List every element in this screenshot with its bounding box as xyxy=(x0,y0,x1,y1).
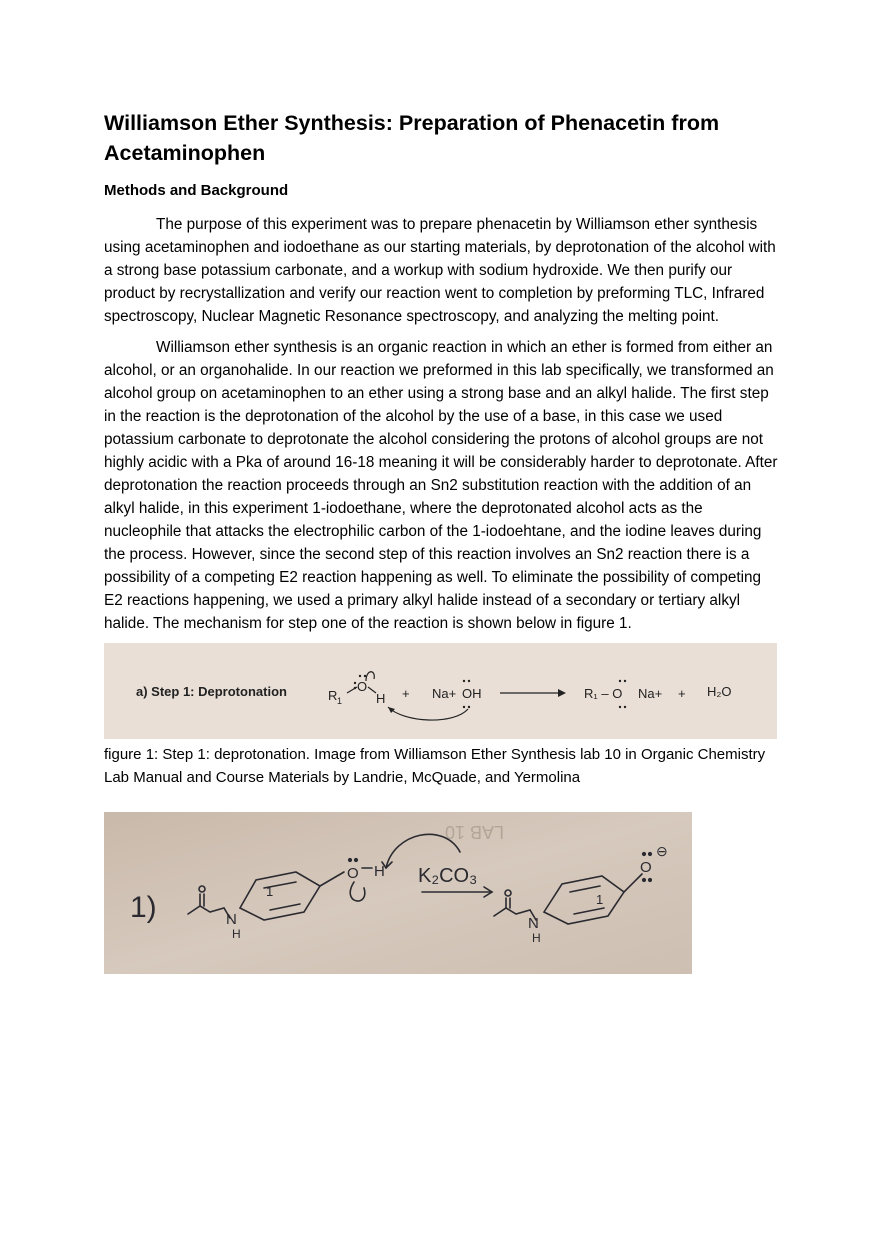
figure-1-hydroxide: OH xyxy=(462,686,482,701)
figure-2-negative-charge: ⊖ xyxy=(656,843,668,859)
figure-2-ring-label-right: 1 xyxy=(596,892,604,907)
figure-1-r1-sub: 1 xyxy=(337,696,343,706)
figure-1-r1: R xyxy=(328,688,338,703)
figure-2-ring-label-left: 1 xyxy=(266,884,274,899)
figure-2-oxygen-left: O xyxy=(347,865,359,882)
figure-2-oxygen-right: O xyxy=(640,859,652,876)
figure-2-bleed-through-text: LAB 10 xyxy=(444,822,504,842)
document-title: Williamson Ether Synthesis: Preparation of Phenacetin from Acetaminophen xyxy=(104,111,720,165)
figure-2-nitrogen-left: N xyxy=(226,911,237,928)
paragraph-background: Williamson ether synthesis is an organic reaction in which an ether is formed from either an alcohol, or an organohalide. In our reaction we preformed in this lab specifically, we transformed an alcohol group on acetaminophen to an ether using a strong base and an alkyl halide. The first step in the reaction is the deprotonation of the alcohol by the use of a base, in this case we used potassium carbonate to deprotonate the alcohol considering the protons of alcohol groups are not highly acidic with a Pka of around 16-18 meaning it will be considerably harder to deprotonate. After deprotonation the reaction proceeds through an Sn2 substitution reaction with the addition of an alkyl halide, in this experiment 1-iodoethane, where the deprotonated alcohol acts as the nucleophile that attacks the electrophilic carbon of the 1-iodoehtane, and the iodine leaves during the process. However, since the second step of this reaction involves an Sn2 reaction there is a possibility of a competing E2 reaction happening as well. To eliminate the possibility of competing E2 reactions happening, we used a primary alkyl halide instead of a secondary or tertiary alkyl halide. The mechanism for step one of the reaction is shown below in figure 1. xyxy=(104,339,778,632)
figure-2-nh-hydrogen-left: H xyxy=(232,927,241,941)
figure-1-hydrogen: H xyxy=(376,691,386,706)
figure-2-hydrogen: H xyxy=(374,863,385,880)
figure-2-nitrogen-right: N xyxy=(528,915,539,932)
figure-2-step-number: 1) xyxy=(130,891,157,924)
figure-1-sodium: Na+ xyxy=(432,686,457,701)
figure-2-nh-hydrogen-right: H xyxy=(532,931,541,945)
figure-1-step-label: a) Step 1: Deprotonation xyxy=(136,684,287,699)
figure-1-product-sodium: Na+ xyxy=(638,686,663,701)
paragraph-purpose: The purpose of this experiment was to prepare phenacetin by Williamson ether synthesis using acetaminophen and iodoethane as our starting materials, by deprotonation of the alcohol with a strong base potassium carbonate, and a workup with sodium hydroxide. We then purify our product by recrystallization and verify our reaction went to completion by preforming TLC, Infrared spectroscopy, Nuclear Magnetic Resonance spectroscopy, and analyzing the melting point. xyxy=(104,216,776,325)
document-content xyxy=(104,108,780,974)
figure-1-oxygen: O xyxy=(357,679,368,694)
figure-1-product-alkoxide: R₁ – O xyxy=(584,686,623,701)
figure-1-plus-1: + xyxy=(402,686,410,701)
figure-1-caption: figure 1: Step 1: deprotonation. Image from Williamson Ether Synthesis lab 10 in Organic Chemistry Lab Manual and Course Materials by Landrie, McQuade, and Yermolina xyxy=(104,746,766,786)
figure-1-deprotonation-image xyxy=(104,643,777,739)
section-heading: Methods and Background xyxy=(104,182,289,199)
figure-2-handwritten-mechanism-image xyxy=(104,812,692,974)
figure-2-reagent: K₂CO₃ xyxy=(418,865,478,887)
figure-1-water: H₂O xyxy=(707,684,732,699)
figure-1-plus-2: + xyxy=(678,686,686,701)
